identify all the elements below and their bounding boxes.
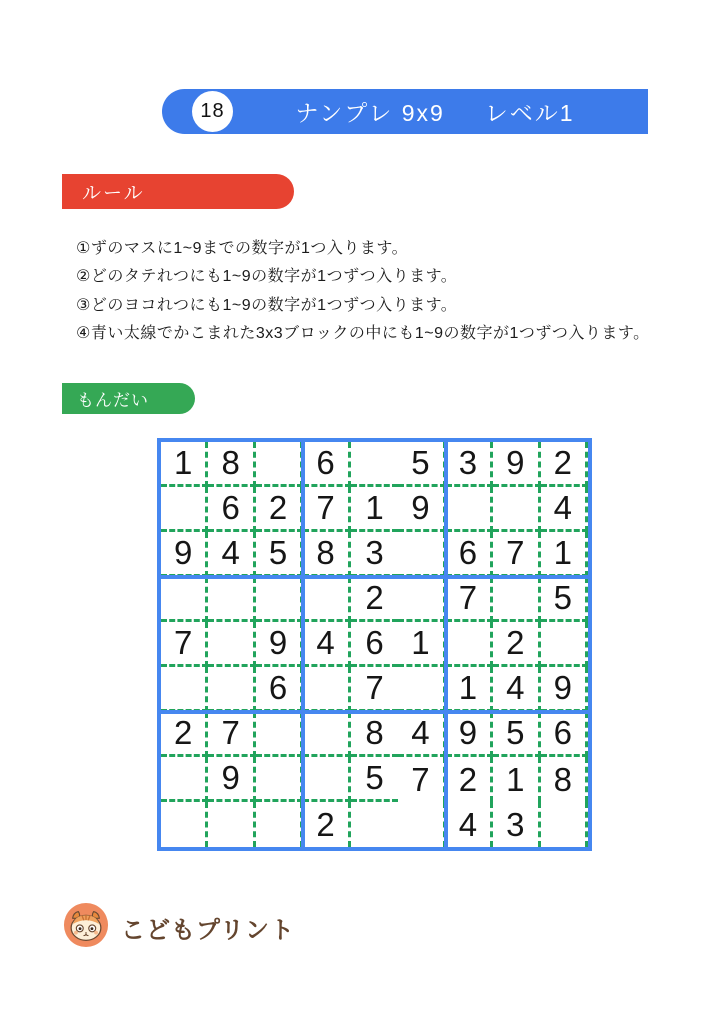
sudoku-cell (351, 802, 398, 847)
sudoku-cell: 7 (303, 487, 350, 532)
sudoku-cell (398, 532, 445, 577)
sudoku-cell: 1 (493, 757, 540, 802)
page-title-level: レベル1 (484, 100, 575, 126)
sudoku-cell: 6 (446, 532, 493, 577)
sudoku-cell: 7 (351, 667, 398, 712)
sudoku-cell: 9 (493, 442, 540, 487)
sudoku-cell: 2 (446, 757, 493, 802)
sudoku-cell (446, 622, 493, 667)
sudoku-cell (208, 577, 255, 622)
sudoku-cell (161, 667, 208, 712)
sudoku-cell: 5 (493, 712, 540, 757)
sudoku-cell (256, 802, 303, 847)
sudoku-cell (303, 577, 350, 622)
problem-heading: もんだい (77, 391, 149, 410)
block-divider-horizontal-1 (161, 575, 588, 579)
sudoku-cell: 4 (208, 532, 255, 577)
sudoku-cell: 9 (541, 667, 588, 712)
sudoku-cell: 6 (256, 667, 303, 712)
footer-logo (63, 902, 295, 952)
sudoku-cell: 3 (446, 442, 493, 487)
logo-text: こどもプリント (121, 916, 296, 944)
sudoku-cell (256, 712, 303, 757)
sudoku-cell (208, 802, 255, 847)
page-title (242, 89, 628, 134)
sudoku-cell (398, 667, 445, 712)
sudoku-cell (351, 442, 398, 487)
sudoku-cell: 1 (161, 442, 208, 487)
sudoku-cell: 4 (493, 667, 540, 712)
sudoku-cell: 5 (351, 757, 398, 802)
sudoku-cell (256, 757, 303, 802)
sudoku-cell: 7 (446, 577, 493, 622)
sudoku-cell: 7 (161, 622, 208, 667)
sudoku-cell: 3 (351, 532, 398, 577)
page-title-main: ナンプレ 9x9 (295, 100, 445, 126)
sudoku-cell: 4 (541, 487, 588, 532)
sudoku-cell: 1 (398, 622, 445, 667)
sudoku-cell: 5 (541, 577, 588, 622)
sudoku-cell: 6 (208, 487, 255, 532)
sudoku-cell: 9 (208, 757, 255, 802)
rules-heading-bar (62, 174, 294, 209)
sudoku-cell (303, 712, 350, 757)
sudoku-cell (161, 577, 208, 622)
sudoku-cell (208, 622, 255, 667)
sudoku-cell (541, 622, 588, 667)
sudoku-cell: 4 (446, 802, 493, 847)
rules-list (76, 235, 676, 349)
sudoku-cell: 8 (541, 757, 588, 802)
sudoku-cell: 5 (256, 532, 303, 577)
sudoku-cell (303, 757, 350, 802)
sudoku-cell: 1 (541, 532, 588, 577)
sudoku-cell (161, 487, 208, 532)
sudoku-grid (157, 438, 592, 851)
sudoku-cell (161, 757, 208, 802)
sudoku-cell: 6 (351, 622, 398, 667)
sudoku-cell: 4 (303, 622, 350, 667)
rule-item-3: ③どのヨコれつにも1~9の数字が1つずつ入ります。 (76, 296, 458, 314)
sudoku-cell (446, 487, 493, 532)
page-number-badge (192, 91, 233, 132)
sudoku-cell: 8 (303, 532, 350, 577)
sudoku-cell (398, 577, 445, 622)
problem-heading-bar (62, 383, 195, 414)
sudoku-cell (541, 802, 588, 847)
sudoku-cell (208, 667, 255, 712)
header-bar (162, 89, 648, 134)
sudoku-cell (161, 802, 208, 847)
sudoku-cell: 3 (493, 802, 540, 847)
sudoku-cell: 9 (398, 487, 445, 532)
sudoku-cell: 1 (446, 667, 493, 712)
sudoku-cell (256, 442, 303, 487)
sudoku-cell (493, 577, 540, 622)
sudoku-cell: 8 (208, 442, 255, 487)
sudoku-cell: 5 (398, 442, 445, 487)
sudoku-cell: 4 (398, 712, 445, 757)
block-divider-horizontal-2 (161, 710, 588, 714)
cat-icon (63, 902, 109, 953)
page-number: 18 (200, 100, 225, 122)
rules-heading: ルール (82, 183, 145, 204)
sudoku-cell: 7 (398, 757, 445, 802)
rule-item-1: ①ずのマスに1~9までの数字が1つ入ります。 (76, 240, 409, 257)
block-divider-vertical-2 (444, 442, 448, 847)
sudoku-cell: 2 (256, 487, 303, 532)
sudoku-cell: 9 (446, 712, 493, 757)
sudoku-cell: 9 (256, 622, 303, 667)
sudoku-cell: 2 (351, 577, 398, 622)
block-divider-vertical-1 (301, 442, 305, 847)
sudoku-cell: 2 (303, 802, 350, 847)
sudoku-cell: 2 (161, 712, 208, 757)
sudoku-cell: 6 (541, 712, 588, 757)
sudoku-cell: 2 (493, 622, 540, 667)
sudoku-cell (256, 577, 303, 622)
sudoku-cell (303, 667, 350, 712)
rule-item-4: ④青い太線でかこまれた3x3ブロックの中にも1~9の数字が1つずつ入ります。 (76, 325, 650, 343)
sudoku-cell: 9 (161, 532, 208, 577)
sudoku-cell: 1 (351, 487, 398, 532)
sudoku-cell (398, 802, 445, 847)
sudoku-cell: 2 (541, 442, 588, 487)
rule-item-2: ②どのタテれつにも1~9の数字が1つずつ入ります。 (76, 268, 458, 286)
sudoku-cell: 7 (493, 532, 540, 577)
sudoku-cell: 7 (208, 712, 255, 757)
sudoku-cell: 8 (351, 712, 398, 757)
sudoku-cell: 6 (303, 442, 350, 487)
sudoku-cell (493, 487, 540, 532)
